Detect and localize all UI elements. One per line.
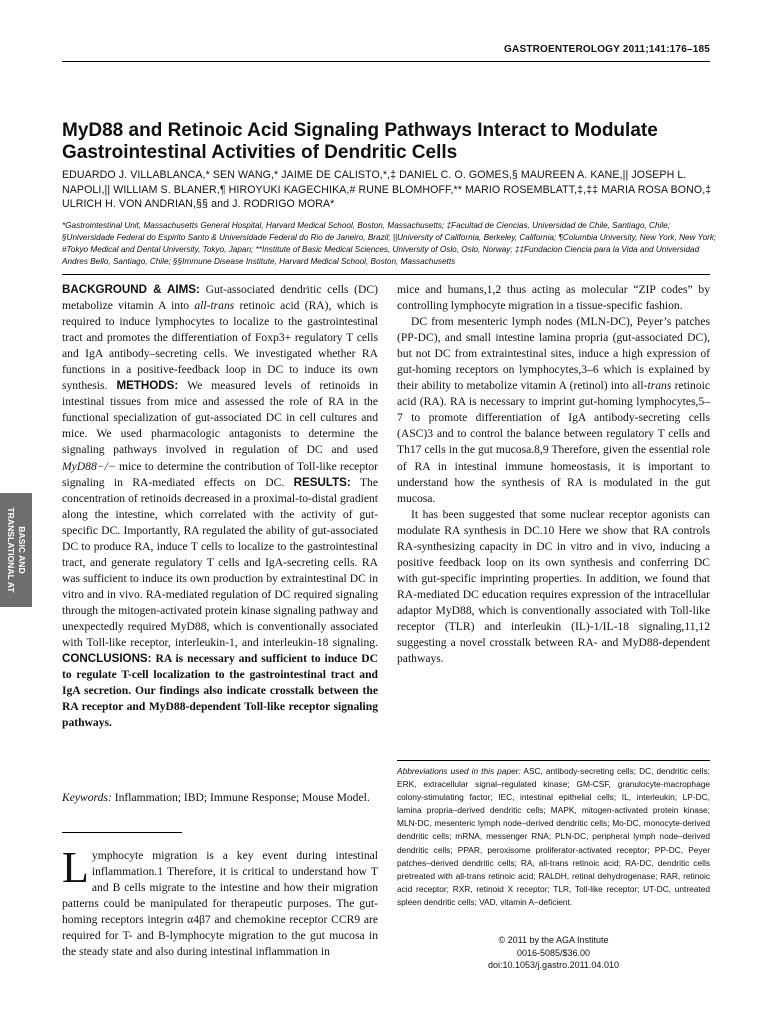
right-column [397, 282, 710, 667]
section-side-tab [0, 493, 32, 607]
header-rule [62, 61, 710, 62]
abstract-background-text-b: retinoic acid (RA), which is required to induce lymphocytes to localize to the gastrointestinal tract and promotes the differentiation of Foxp3+ regulatory T cells and IgA antibody–secreting cells. We investigated whether RA functions in a positive-feedback loop in DC to induce its own synthesis. [62, 299, 378, 393]
side-tab-label [5, 507, 27, 592]
abbreviations [397, 765, 710, 909]
abstract-background-label: BACKGROUND & AIMS: [62, 283, 200, 296]
issn-line: 0016-5085/$36.00 [516, 947, 591, 958]
author-list: EDUARDO J. VILLABLANCA,* SEN WANG,* JAIME DE CALISTO,*,‡ DANIEL C. O. GOMES,§ MAUREEN A. KANE,|| JOSEPH L. NAPOLI,|| WILLIAM S. BLANER,¶ HIROYUKI KAGECHIKA,# RUNE BLOMHOFF,** MARIO ROSEMBLATT,‡,‡‡ MARIA ROSA BONO,‡ ULRICH H. VON ANDRIAN,§§ and J. RODRIGO MORA* [62, 169, 712, 211]
right-paragraph-3: It has been suggested that some nuclear receptor agonists can modulate RA synthesis in DC.10 Here we show that RA controls RA-synthesizing capacity in DC in vitro and in vivo, inducing a positive feedback loop on its own synthesis and conferring DC with gut-specific imprinting properties. In addition, we found that RA-mediated DC education requires expression of the intracellular adaptor MyD88, which is conventionally associated with Toll-like receptor (TLR) and interleukin (IL)-1/IL-18 signaling,11,12 suggesting a novel crosstalk between RA- and MyD88-dependent pathways. [397, 507, 710, 666]
abstract [62, 282, 378, 731]
abbreviations-label: Abbreviations used in this paper: [397, 766, 521, 776]
abstract-background-text-a: Gut-associated dendritic cells (DC) metabolize vitamin A into [62, 283, 378, 313]
copyright-line: © 2011 by the AGA Institute [498, 935, 609, 945]
side-tab-line-2: TRANSLATIONAL AT [6, 507, 16, 593]
keywords-text: Inflammation; IBD; Immune Response; Mouse Model. [111, 791, 370, 804]
abstract-methods-text-b: mice to determine the contribution of Toll-like receptor signaling in RA-mediated effects on DC. [62, 459, 378, 489]
keywords [62, 790, 378, 806]
abstract-conclusions-text: RA is necessary and sufficient to induce DC to regulate T-cell localization to the gastrointestinal tract and IgA secretion. Our findings also indicate crosstalk between the RA receptor and MyD88-dependent Toll-like receptor signaling pathways. [62, 652, 378, 730]
drop-cap: L [62, 843, 89, 892]
keywords-label: Keywords: [62, 791, 112, 804]
abbreviations-rule [397, 760, 710, 761]
abstract-conclusions-label: CONCLUSIONS: [62, 652, 152, 666]
section-rule [62, 832, 182, 833]
abstract-results-label: RESULTS: [293, 475, 351, 489]
abstract-methods-label: METHODS: [116, 379, 179, 393]
article-title: MyD88 and Retinoic Acid Signaling Pathways Interact to Modulate Gastrointestinal Activities of Dendritic Cells [62, 120, 658, 163]
affiliation-rule [62, 274, 710, 275]
affiliations: *Gastrointestinal Unit, Massachusetts General Hospital, Harvard Medical School, Boston, Massachusetts; ‡Facultad de Ciencias, Universidad de Chile, Santiago, Chile; §Universidade Federal do Espirito Santo & Universidade Federal do Rio de Janeiro, Brazil; ||University of California, Berkeley, California; ¶Columbia University, New York, New York; #Tokyo Medical and Dental University, Tokyo, Japan; **Institute of Basic Medical Sciences, University of Oslo, Oslo, Norway; ‡‡Fundacion Ciencia para la Vida and Universidad Andres Bello, Santiago, Chile; §§Immune Disease Institute, Harvard Medical School, Boston, Massachusetts [62, 221, 717, 266]
right-paragraph-2 [397, 314, 710, 507]
right-paragraph-2-a: DC from mesenteric lymph nodes (MLN-DC), Peyer’s patches (PP-DC), and small intestine lamina propria (gut-associated DC), but not DC from extraintestinal sites, induce a high expression of gut-homing receptors on lymphocytes,3–6 which is explained by their ability to metabolize vitamin A (retinol) into all- [397, 315, 710, 393]
copyright-block [397, 934, 710, 972]
abstract-methods-italic: MyD88−/− [62, 459, 116, 473]
right-paragraph-1: mice and humans,1,2 thus acting as molecular “ZIP codes” by controlling lymphocyte migration in a tissue-specific fashion. [397, 283, 710, 313]
right-paragraph-2-b: retinoic acid (RA). RA is necessary to imprint gut-homing lymphocytes,5–7 to promote differentiation of IgA antibody-secreting cells (ASC)3 and to control the balance between regulatory T cells and Th17 cells in the gut mucosa.8,9 Therefore, given the essential role of RA in intestinal immune homeostasis, it is important to understand how the synthesis of RA is modulated in the gut mucosa. [397, 379, 710, 505]
abstract-results-text: The concentration of retinoids decreased in a proximal-to-distal gradient along the intestine, which correlated with the activity of gut-specific DC. Importantly, RA regulated the ability of gut-associated DC to produce RA, induce T cells to localize to the gastrointestinal tract, and generate regulatory T cells and IgA-secreting cells. RA was sufficient to induce its own production by extraintestinal DC in vitro and in vivo. RA-mediated regulation of DC required signaling through the mitogen-activated protein kinase signaling pathway and unexpectedly required MyD88, which is conventionally associated with Toll-like receptor, interleukin-1, and interleukin-18 signaling. [62, 475, 378, 650]
intro-text: ymphocyte migration is a key event during intestinal inflammation.1 Therefore, it is critical to understand how T and B cells migrate to the intestine and how their migration patterns could be manipulated for therapeutic purposes. The gut-homing receptors integrin α4β7 and chemokine receptor CCR9 are required for T- and B-lymphocyte migration to the gut mucosa in the steady state and also during intestinal inflammation in [62, 849, 378, 958]
side-tab-line-1: BASIC AND [17, 526, 27, 574]
abbreviations-text: ASC, antibody-secreting cells; DC, dendritic cells; ERK, extracellular signal–regulated kinase; GM-CSF, granulocyte-macrophage colony-stimulating factor; IEC, intestinal epithelial cells; IL, interleukin; LP-DC, lamina propria–derived dendritic cells; MAPK, mitogen-activated protein kinase; MLN-DC, mesenteric lymph node–derived dendritic cells; Mo-DC, monocyte-derived dendritic cells; mRNA, messenger RNA; PLN-DC, peripheral lymph node–derived dendritic cells; PPAR, peroxisome proliferator-activated receptor; PP-DC, Peyer patches–derived dendritic cells; RA, all-trans retinoic acid; RA-DC, dendritic cells pretreated with all-trans retinoic acid; RALDH, retinal dehydrogenase; RAR, retinoic acid receptor; RXR, retinoid X receptor; TLR, Toll-like receptor; UT-DC, untreated spleen dendritic cells; VAD, vitamin A–deficient. [397, 766, 711, 907]
right-paragraph-2-italic: trans [647, 379, 672, 393]
abstract-methods-text-a: We measured levels of retinoids in intestinal tissues from mice and assessed the role of RA in the functional specialization of gut-associated DC in cell cultures and mice. We used pharmacologic antagonists to determine the signaling pathways involved in regulation of DC and used [62, 379, 379, 457]
abstract-background-italic: all-trans [194, 299, 235, 313]
introduction [62, 843, 378, 960]
journal-citation: GASTROENTEROLOGY 2011;141:176–185 [504, 44, 710, 55]
doi-line: doi:10.1053/j.gastro.2011.04.010 [488, 960, 619, 970]
